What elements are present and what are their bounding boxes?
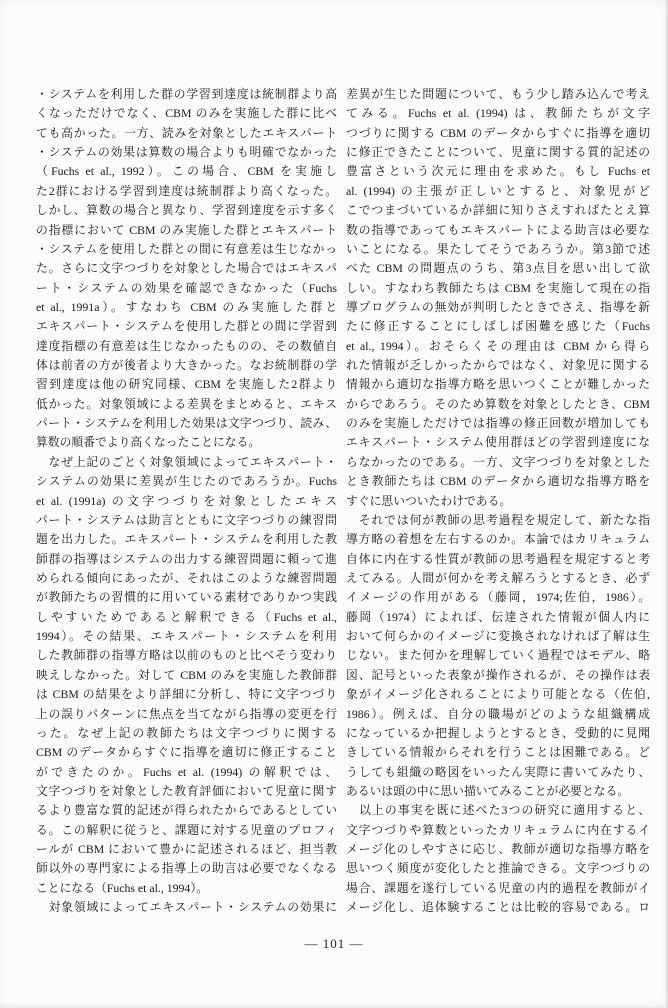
text-line: 映えしなかった。対して CBM のみを実施した教師群 [36, 667, 337, 682]
text-line: 以上の事実を既に述べた3つの研究に適用すると、 [346, 803, 650, 818]
text-line: の指標において CBM のみ実施した群とエキスパート [36, 222, 337, 237]
text-line: たに修正することにしばしば困難を感じた（Fuchs [346, 319, 650, 334]
text-line: 上の誤りパターンに焦点を当てながら指導の変更を行 [36, 706, 337, 721]
text-line: et al., 1994）。おそらくその理由は CBM から得ら [346, 338, 650, 353]
text-line: CBM のデータからすぐに指導を適切に修正すること [36, 745, 337, 760]
text-line: るより豊富な質的記述が得られたからであるとしてい [36, 803, 337, 818]
text-line: 師以外の専門家による指導上の助言は必要でなくなる [36, 861, 337, 876]
text-line: et al. (1991a) の文字つづりを対象としたエキス [36, 493, 337, 508]
text-line: 算数の順番でより高くなったことになる。 [36, 435, 261, 450]
text-line: パート・システムは助言とともに文字つづりの練習問 [36, 512, 337, 527]
text-line: ができたのか。Fuchs et al. (1994) の解釈では、 [36, 764, 337, 779]
text-line: 思いつく頻度が変化したと推論できる。文字つづりの [346, 861, 650, 876]
paragraph [346, 511, 650, 801]
text-line: ことになる（Fuchs et al., 1994）。 [36, 880, 209, 895]
text-line: じない。また何かを理解していく過程ではモデル、略 [346, 648, 650, 663]
text-line: 対象領域によってエキスパート・システムの効果に [36, 900, 337, 915]
text-line: エキスパート・システムを使用した群との間に学習到 [36, 319, 337, 334]
text-line: くなっただけでなく、CBM のみを実施した群に比べ [36, 106, 337, 121]
text-line: 習到達度は他の研究同様、CBM を実施した2群より [36, 377, 337, 392]
paragraph [36, 898, 337, 917]
paragraph [346, 801, 650, 917]
text-line: になっているか把握しようとするとき、受動的に見聞 [346, 725, 650, 740]
text-line: et al., 1991a）。すなわち CBM のみ実施した群と [36, 299, 337, 314]
text-line: ・システムを使用した群との間に有意差は生じなかっ [36, 241, 337, 256]
right-text-column [346, 85, 650, 917]
text-line: それでは何が教師の思考過程を規定して、新たな指 [346, 512, 650, 527]
text-line: た2群における学習到達度は統制群より高くなった。 [36, 183, 337, 198]
text-line: いことになる。果たしてそうであろうか。第3節で述 [346, 241, 650, 256]
text-line: ート・システムの効果を確認できなかった（Fuchs [36, 280, 337, 295]
two-column-text-body [36, 85, 650, 917]
text-line: きしている情報からそれを行うことは困難である。ど [346, 745, 650, 760]
text-line: 達度指標の有意差は生じなかったものの、その数値自 [36, 338, 337, 353]
text-line: しやすいためであると解釈できる（Fuchs et al., [36, 609, 337, 624]
text-line: 豊富さという次元に理由を求めた。もし Fuchs et [346, 164, 650, 179]
text-line: とき教師たちは CBM のデータから適切な指導方略を [346, 474, 650, 489]
page-number: — 101 — [304, 936, 364, 951]
text-line: れた情報が乏しかったからではなく、対象児に関する [346, 358, 650, 373]
text-line: 導方略の着想を左右するのか。本論ではカリキュラム [346, 532, 650, 547]
text-line: 低かった。対象領域による差異をまとめると、エキス [36, 396, 337, 411]
paragraph [36, 85, 337, 453]
text-line: 題を出力した。エキスパート・システムを利用した教 [36, 532, 337, 547]
text-line: （Fuchs et al., 1992）。この場合、CBM を実施し [36, 164, 337, 179]
text-line: した教師群の指導方略は以前のものと比べそう変わり [36, 648, 337, 663]
text-line: イメージの作用がある（藤岡，1974;佐伯，1986）。 [346, 590, 650, 605]
text-line: パート・システムを利用した効果は文字つづり、読み、 [36, 416, 337, 431]
text-line: 差異が生じた問題について、もう少し踏み込んで考え [346, 87, 650, 101]
text-line: エキスパート・システム使用群ほどの学習到達度にな [346, 435, 650, 450]
text-line: ールが CBM において豊かに記述されるほど、担当教 [36, 842, 337, 857]
text-line: に修正できたことについて、児童に関する質的記述の [346, 145, 650, 160]
text-line: しかし、算数の場合と異なり、学習到達度を示す多く [36, 203, 337, 218]
left-text-column [36, 85, 337, 917]
text-line: 図、記号といった表象が操作されるが、その操作は表 [346, 667, 650, 682]
text-line: 藤岡（1974）によれば、伝達された情報が個人内に [346, 609, 650, 624]
text-line: こでつまづいているか詳細に知りさえすればたとえ算 [346, 203, 650, 218]
text-line: 体は前者の方が後者より大きかった。なお統制群の学 [36, 358, 337, 373]
text-line: ・システムの効果は算数の場合よりも明確でなかった [36, 145, 337, 160]
text-line: しい。すなわち教師たちは CBM を実施して現在の指 [346, 280, 650, 295]
text-line: あるいは頭の中に思い描いてみることが必要となる。 [346, 783, 630, 798]
text-line: 数の指導であってもエキスパートによる助言は必要な [346, 222, 650, 237]
text-line: 文字つづりを対象とした教育評価において児童に関す [36, 783, 337, 798]
text-line: められる傾向にあったが、それはこのような練習問題 [36, 570, 337, 585]
text-line: つづりに関する CBM のデータからすぐに指導を適切 [346, 125, 650, 140]
text-line: てみる。Fuchs et al. (1994) は、教師たちが文字 [346, 106, 650, 121]
text-line: 自体に内在する性質が教師の思考過程を規定すると考 [346, 551, 650, 566]
text-line: 1986）。例えば、自分の職場がどのような組織構成 [346, 706, 650, 721]
text-line: 情報から適切な指導方略を思いつくことが難しかった [346, 377, 650, 392]
text-line: べた CBM の問題点のうち、第3点目を思い出して欲 [346, 261, 650, 276]
text-line: らなかったのである。一方、文字つづりを対象とした [346, 454, 650, 469]
text-line: た。さらに文字つづりを対象とした場合ではエキスパ [36, 261, 337, 276]
text-line: えてみる。人間が何かを考え解ろうとするとき、必ず [346, 570, 650, 585]
text-line: 象がイメージ化されることにより可能となる（佐伯, [346, 687, 650, 702]
text-line: ・システムを利用した群の学習到達度は統制群より高 [36, 87, 337, 101]
text-line: システムの効果に差異が生じたのであろうか。Fuchs [36, 474, 337, 489]
text-line: のみを実施しただけでは指導の修正回数が増加しても [346, 416, 650, 431]
text-line: al. (1994) の主張が正しいとすると、対象児がど [346, 183, 650, 198]
text-line: なぜ上記のごとく対象領域によってエキスパート・ [36, 454, 337, 469]
text-line: ても高かった。一方、読みを対象としたエキスパート [36, 125, 337, 140]
text-line: 師群の指導はシステムの出力する練習問題に頼って進 [36, 551, 337, 566]
text-line: うしても組織の略図をいったん実際に書いてみたり、 [346, 764, 650, 779]
text-line: すぐに思いついたわけである。 [346, 493, 512, 508]
text-line: からであろう。そのため算数を対象としたとき、CBM [346, 396, 650, 411]
text-line: 導プログラムの無効が判明したときでさえ、指導を新 [346, 299, 650, 314]
text-line: メージ化し、追体験することは比較的容易である。ロ [346, 900, 650, 915]
text-line: メージ化のしやすさに応じ、教師が適切な指導方略を [346, 842, 650, 857]
text-line: る。この解釈に従うと、課題に対する児童のプロフィ [36, 822, 337, 837]
paragraph [36, 453, 337, 898]
text-line: 文字つづりや算数といったカリキュラムに内在するイ [346, 822, 650, 837]
text-line: おいて何らかのイメージに変換されなければ了解は生 [346, 629, 650, 644]
text-line: は CBM の結果をより詳細に分析し、特に文字つづり [36, 687, 337, 702]
text-line: 1994）。その結果、エキスパート・システムを利用 [36, 629, 337, 644]
paragraph [346, 85, 650, 511]
text-line: が教師たちの習慣的に用いている素材でありかつ実践 [36, 590, 337, 605]
text-line: 場合、課題を遂行している児童の内的過程を教師がイ [346, 880, 650, 895]
text-line: った。なぜ上記の教師たちは文字つづりに関する [36, 725, 337, 740]
